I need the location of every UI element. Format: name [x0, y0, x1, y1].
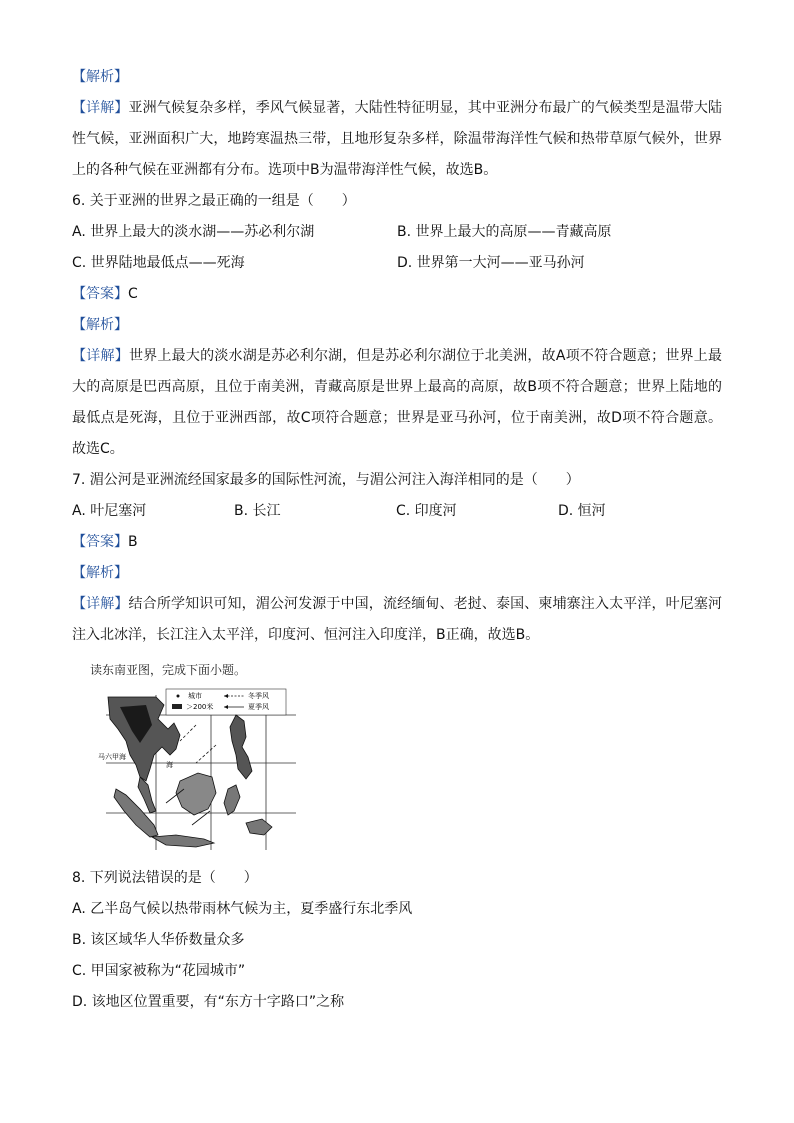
question-7-answer	[72, 527, 722, 558]
detail-text: 世界上最大的淡水湖是苏必利尔湖，但是苏必利尔湖位于北美洲，故A项不符合题意；世界上最大的高原是巴西高原，且位于南美洲，青藏高原是世界上最高的高原，故B项不符合题意；世界上陆地的最低点是死海，且位于亚洲西部，故C项符合题意；世界是亚马孙河，位于南美洲，故D项不符合题意。故选C。	[72, 348, 723, 457]
question-8-stem: 8. 下列说法错误的是（ ）	[72, 870, 258, 886]
peninsula-landmass	[138, 777, 156, 813]
southeast-asia-map	[96, 685, 306, 855]
question-6-stem: 6. 关于亚洲的世界之最正确的一组是（ ）	[72, 193, 356, 209]
option-8-a: A. 乙半岛气候以热带雨林气候为主，夏季盛行东北季风	[72, 901, 413, 917]
sulawesi-island	[224, 785, 240, 815]
option-6-b: B. 世界上最大的高原——青藏高原	[397, 224, 612, 240]
map-figure	[96, 685, 306, 855]
eastern-island	[246, 819, 272, 835]
legend-city: 城市	[188, 692, 202, 700]
option-7-a: A. 叶尼塞河	[72, 503, 147, 519]
option-8-c: C. 甲国家被称为“花园城市”	[72, 963, 246, 979]
detail-text: 结合所学知识可知，湄公河发源于中国，流经缅甸、老挝、泰国、柬埔寨注入太平洋，叶尼塞河注入北冰洋，长江注入太平洋，印度河、恒河注入印度洋，B正确，故选B。	[72, 596, 723, 643]
detail-paragraph-5	[72, 93, 722, 186]
borneo-island	[176, 773, 216, 815]
option-6-a: A. 世界上最大的淡水湖——苏必利尔湖	[72, 224, 315, 240]
analysis-tag: 【解析】	[72, 69, 128, 85]
option-7-c: C. 印度河	[396, 503, 457, 519]
question-6-options-row-1	[72, 217, 722, 248]
question-6-detail	[72, 341, 722, 465]
detail-tag: 【详解】	[72, 596, 129, 612]
legend-elevation: ＞200米	[186, 703, 214, 711]
city-dot-icon	[177, 695, 180, 698]
detail-text: 亚洲气候复杂多样，季风气候显著，大陆性特征明显，其中亚洲分布最广的气候类型是温带大陆性气候，亚洲面积广大，地跨寒温热三带，且地形复杂多样，除温带海洋性气候和热带草原气候外，世界上的各种气候在亚洲都有分布。选项中B为温带海洋性气候，故选B。	[72, 100, 723, 178]
analysis-label	[72, 62, 722, 93]
detail-tag: 【详解】	[72, 100, 129, 116]
question-7-detail	[72, 589, 722, 651]
analysis-tag: 【解析】	[72, 565, 128, 581]
map-legend	[166, 689, 286, 715]
legend-winter-monsoon: 冬季风	[248, 692, 269, 700]
legend-summer-monsoon: 夏季风	[248, 703, 269, 711]
answer-value: B	[128, 534, 138, 550]
sea-label: 海	[166, 761, 173, 769]
option-8-b: B. 该区域华人华侨数量众多	[72, 932, 245, 948]
answer-tag: 【答案】	[72, 534, 128, 550]
question-6-analysis	[72, 310, 722, 341]
answer-tag: 【答案】	[72, 286, 128, 302]
map-prompt: 读东南亚图，完成下面小题。	[90, 663, 247, 677]
south-sea-label: 南	[182, 729, 189, 737]
strait-label: 马六甲海	[98, 753, 126, 761]
philippines-islands	[230, 715, 252, 779]
option-7-d: D. 恒河	[558, 503, 606, 519]
question-6-answer	[72, 279, 722, 310]
java-island	[152, 835, 214, 847]
option-7-b: B. 长江	[234, 503, 281, 519]
detail-tag: 【详解】	[72, 348, 129, 364]
option-6-c: C. 世界陆地最低点——死海	[72, 255, 245, 271]
question-6-options-row-2	[72, 248, 722, 279]
question-7-options	[72, 496, 722, 527]
option-6-d: D. 世界第一大河——亚马孙河	[397, 255, 585, 271]
document-page	[72, 62, 722, 1018]
analysis-tag: 【解析】	[72, 317, 128, 333]
question-7-analysis	[72, 558, 722, 589]
question-7-stem: 7. 湄公河是亚洲流经国家最多的国际性河流，与湄公河注入海洋相同的是（ ）	[72, 472, 580, 488]
option-8-d: D. 该地区位置重要，有“东方十字路口”之称	[72, 994, 345, 1010]
elevation-swatch-icon	[172, 704, 182, 709]
answer-value: C	[128, 286, 138, 302]
